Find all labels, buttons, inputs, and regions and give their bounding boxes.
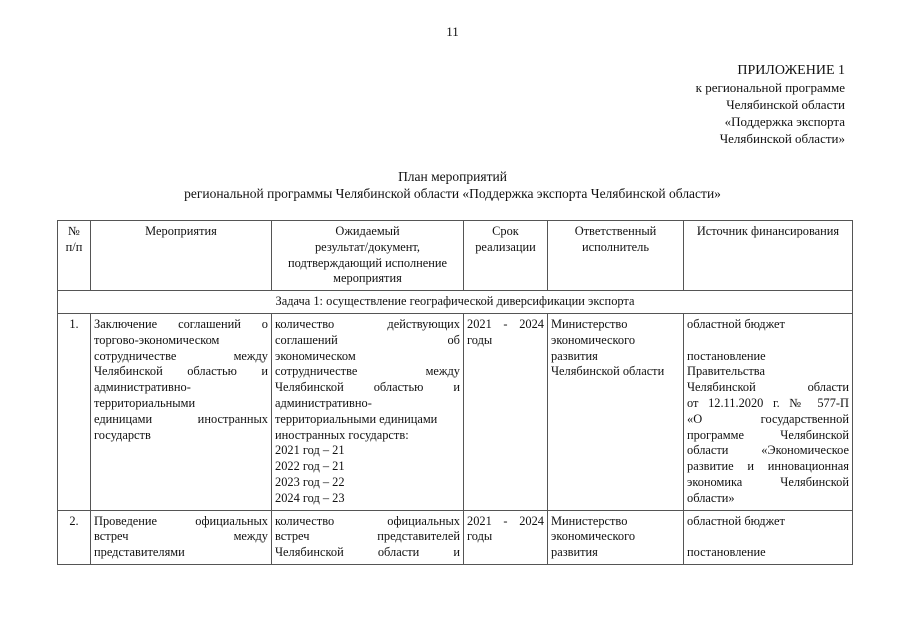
table-header-row — [58, 221, 853, 291]
plan-title-line: План мероприятий — [398, 169, 507, 184]
header-num: № п/п — [58, 221, 91, 291]
header-executor: Ответственный исполнитель — [548, 221, 684, 291]
table-row — [58, 313, 853, 510]
row-term: 2021 - 2024 годы — [464, 510, 548, 564]
plan-title — [0, 168, 905, 202]
task-row — [58, 291, 853, 314]
page-number: 11 — [446, 24, 459, 39]
row-num: 1. — [58, 313, 91, 510]
row-term: 2021 - 2024 годы — [464, 313, 548, 510]
appendix-line: к региональной программе — [695, 80, 845, 95]
plan-table — [57, 220, 853, 565]
header-term: Срок реализации — [464, 221, 548, 291]
appendix-heading — [585, 62, 845, 147]
header-events: Мероприятия — [91, 221, 272, 291]
header-result: Ожидаемый результат/документ, подтверждающий исполнение мероприятия — [272, 221, 464, 291]
appendix-line: «Поддержка экспорта — [724, 114, 845, 129]
appendix-line: Челябинской области» — [719, 131, 845, 146]
row-result: количество действующих соглашений об экономическом сотрудничестве между Челябинской областью и административно- территориальными единицами иностранных государств: 2021 год – 21 2022 год – 21 2023 год – 22 2024 год – 23 — [272, 313, 464, 510]
row-event: Проведение официальных встреч между представителями — [91, 510, 272, 564]
header-funding: Источник финансирования — [684, 221, 853, 291]
table-row — [58, 510, 853, 564]
row-executor: Министерство экономического развития Челябинской области — [548, 313, 684, 510]
row-num: 2. — [58, 510, 91, 564]
appendix-line: ПРИЛОЖЕНИЕ 1 — [737, 63, 845, 78]
row-funding: областной бюджет постановление — [684, 510, 853, 564]
plan-title-line: региональной программы Челябинской области «Поддержка экспорта Челябинской области» — [184, 186, 721, 201]
task-title: Задача 1: осуществление географической диверсификации экспорта — [58, 291, 853, 314]
row-executor: Министерство экономического развития — [548, 510, 684, 564]
row-result: количество официальных встреч представителей Челябинской области и — [272, 510, 464, 564]
row-funding: областной бюджет постановление Правительства Челябинской области от 12.11.2020 г. № 577-П «О государственной программе Челябинской области «Экономическое развитие и инновационная экономика Челябинской области» — [684, 313, 853, 510]
row-event: Заключение соглашений о торгово-экономическом сотрудничестве между Челябинской областью и административно- территориальными единицами иностранных государств — [91, 313, 272, 510]
appendix-line: Челябинской области — [726, 97, 845, 112]
